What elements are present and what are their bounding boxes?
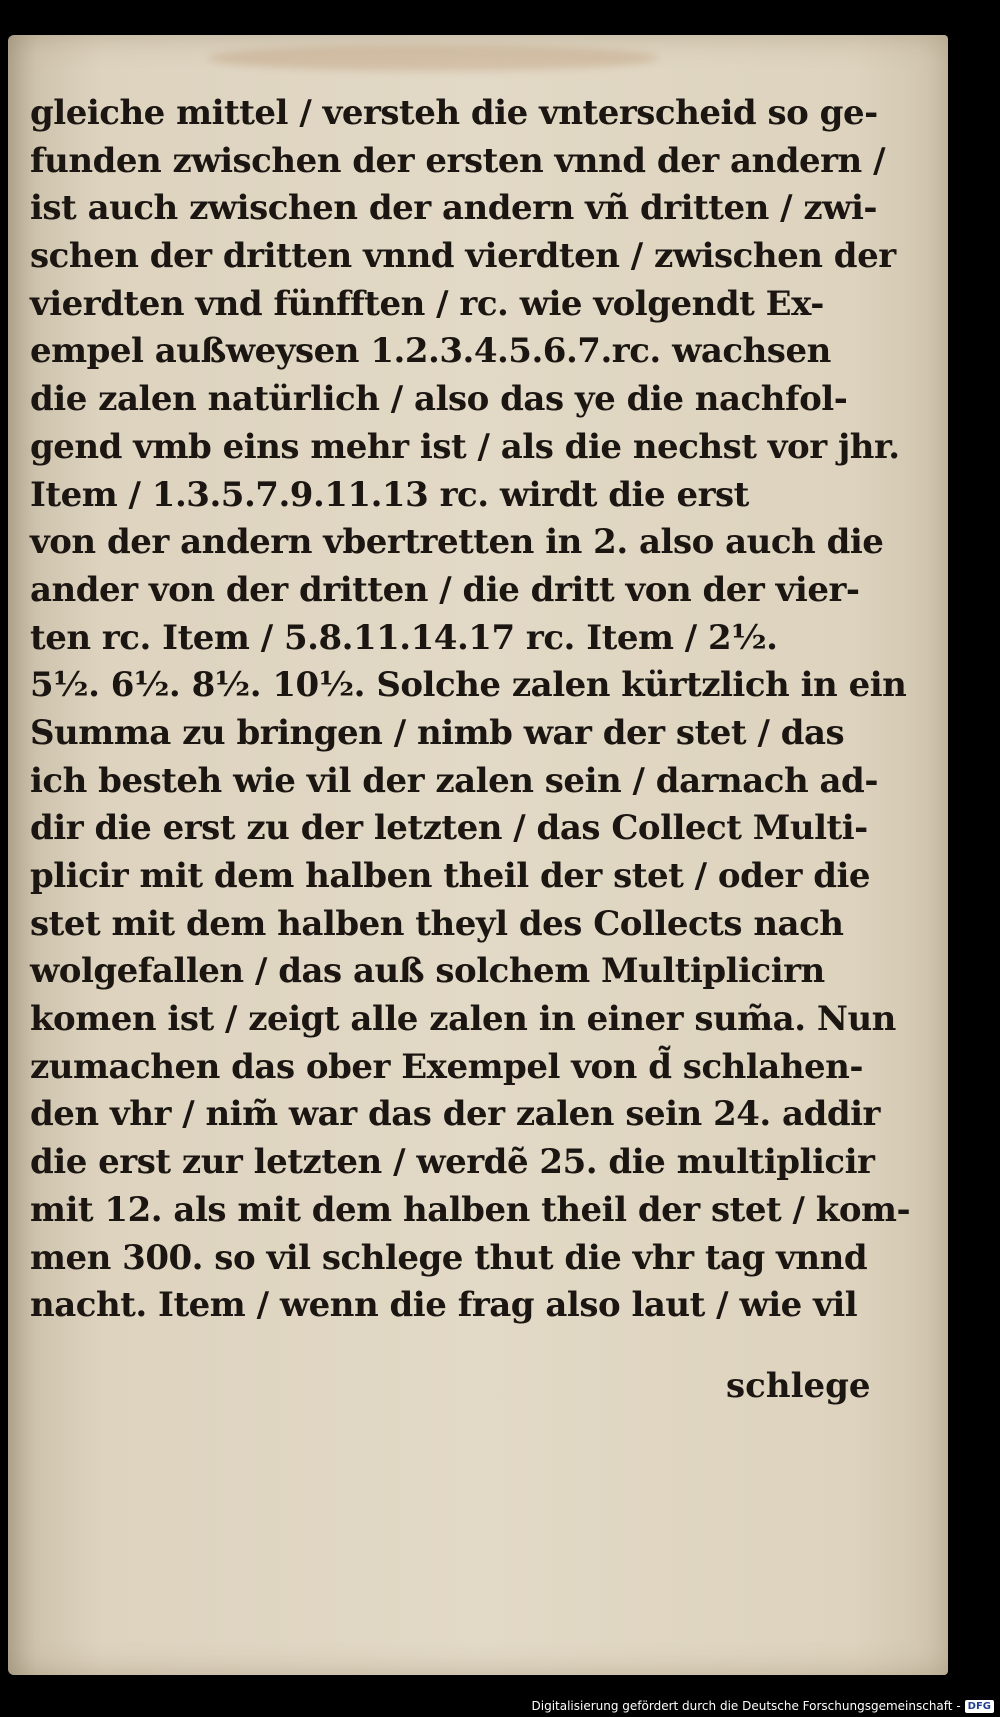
text-line: vierdten vnd fünfften / rc. wie volgendt Ex- <box>30 283 824 324</box>
text-line: men 300. so vil schlege thut die vhr tag vnnd <box>30 1237 868 1278</box>
text-line: empel außweysen 1.2.3.4.5.6.7.rc. wachsen <box>30 331 831 372</box>
catchword: schlege <box>726 1366 871 1406</box>
text-line: die zalen natürlich / also das ye die nachfol- <box>30 379 848 420</box>
text-line: Item / 1.3.5.7.9.11.13 rc. wirdt die erst <box>30 474 749 515</box>
text-line: wolgefallen / das auß solchem Multiplicirn <box>30 951 825 992</box>
digitization-footer <box>532 1697 995 1715</box>
text-line: dir die erst zu der letzten / das Collect Multi- <box>30 808 868 849</box>
text-line: gleiche mittel / versteh die vnterscheid so ge- <box>30 93 878 133</box>
text-line: Summa zu bringen / nimb war der stet / das <box>30 712 845 753</box>
text-line: ich besteh wie vil der zalen sein / darnach ad- <box>30 760 878 801</box>
text-line: von der andern vbertretten in 2. also auch die <box>30 522 884 563</box>
text-line: komen ist / zeigt alle zalen in einer sum̃a. Nun <box>30 999 896 1040</box>
text-line: nacht. Item / wenn die frag also laut / wie vil <box>30 1285 858 1326</box>
text-line: ten rc. Item / 5.8.11.14.17 rc. Item / 2½. <box>30 617 778 658</box>
text-line: schen der dritten vnnd vierdten / zwischen der <box>30 236 896 277</box>
text-line: stet mit dem halben theyl des Collects nach <box>30 903 844 944</box>
text-line: mit 12. als mit dem halben theil der stet / kom- <box>30 1189 911 1230</box>
body-text <box>30 90 911 1330</box>
text-line: zumachen das ober Exempel von d̃ schlahen- <box>30 1046 864 1087</box>
text-line: ander von der dritten / die dritt von der vier- <box>30 569 860 610</box>
footer-credit: Digitalisierung gefördert durch die Deutsche Forschungsgemeinschaft - <box>531 1699 961 1713</box>
text-line: ist auch zwischen der andern vñ dritten / zwi- <box>30 188 878 229</box>
paper-stain <box>208 45 658 71</box>
text-line: plicir mit dem halben theil der stet / oder die <box>30 856 871 896</box>
text-line: funden zwischen der ersten vnnd der andern / <box>30 140 886 181</box>
dfg-logo-icon[interactable]: DFG <box>965 1700 994 1713</box>
text-line: die erst zur letzten / werdẽ 25. die multiplicir <box>30 1142 875 1183</box>
text-line: den vhr / nim̃ war das der zalen sein 24. addir <box>30 1094 880 1135</box>
text-line: gend vmb eins mehr ist / als die nechst vor jhr. <box>30 426 900 467</box>
text-line: 5½. 6½. 8½. 10½. Solche zalen kürtzlich in ein <box>30 665 907 706</box>
